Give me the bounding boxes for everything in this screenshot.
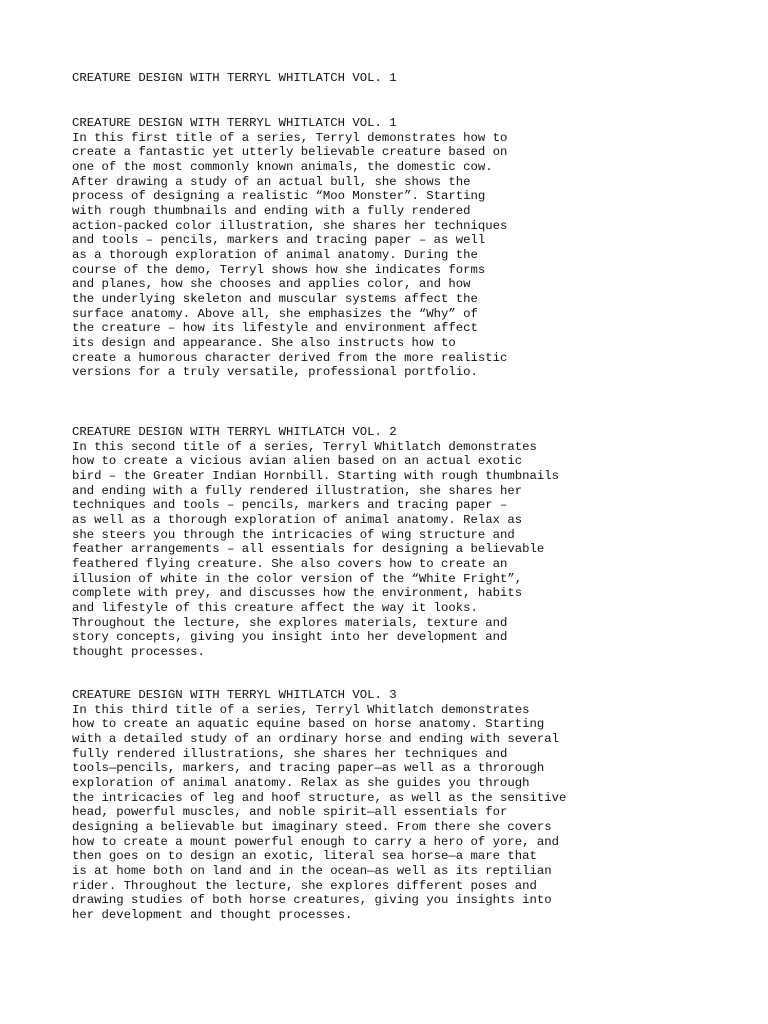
section-vol-1 — [72, 116, 762, 380]
paragraph-line: surface anatomy. Above all, she emphasizes the “Why” of — [72, 306, 478, 321]
paragraph-line: drawing studies of both horse creatures, giving you insights into — [72, 893, 552, 908]
paragraph-line: and lifestyle of this creature affect the way it looks. — [72, 600, 478, 615]
paragraph-line: the underlying skeleton and muscular systems affect the — [72, 291, 478, 306]
paragraph-line: action-packed color illustration, she shares her techniques — [72, 218, 508, 233]
document-title: CREATURE DESIGN WITH TERRYL WHITLATCH VOL. 1 — [72, 71, 397, 85]
paragraph-line: the creature – how its lifestyle and environment affect — [72, 321, 478, 336]
section-heading: CREATURE DESIGN WITH TERRYL WHITLATCH VOL. 1 — [72, 116, 397, 130]
paragraph-line: fully rendered illustrations, she shares her techniques and — [72, 746, 508, 761]
section-vol-2 — [72, 425, 762, 660]
paragraph-line: In this second title of a series, Terryl Whitlatch demonstrates — [72, 439, 537, 454]
paragraph-line: In this first title of a series, Terryl demonstrates how to — [72, 130, 508, 145]
paragraph-line: In this third title of a series, Terryl Whitlatch demonstrates — [72, 702, 530, 717]
paragraph-line: rider. Throughout the lecture, she explores different poses and — [72, 878, 537, 893]
paragraph-line: story concepts, giving you insight into her development and — [72, 630, 508, 645]
paragraph-line: process of designing a realistic “Moo Monster”. Starting — [72, 189, 486, 204]
paragraph-line: tools—pencils, markers, and tracing paper—as well as a throrough — [72, 761, 545, 776]
paragraph-line: exploration of animal anatomy. Relax as she guides you through — [72, 775, 530, 790]
paragraph-line: then goes on to design an exotic, literal sea horse—a mare that — [72, 849, 537, 864]
paragraph-line: with rough thumbnails and ending with a fully rendered — [72, 203, 471, 218]
paragraph-line: illusion of white in the color version of the “White Fright”, — [72, 571, 523, 586]
paragraph-line: bird – the Greater Indian Hornbill. Starting with rough thumbnails — [72, 468, 560, 483]
paragraph-line: as a thorough exploration of animal anatomy. During the — [72, 247, 478, 262]
paragraph-line: create a fantastic yet utterly believable creature based on — [72, 145, 508, 160]
section-vol-3 — [72, 688, 762, 923]
section-heading: CREATURE DESIGN WITH TERRYL WHITLATCH VOL. 3 — [72, 688, 397, 702]
paragraph-line: create a humorous character derived from the more realistic — [72, 350, 508, 365]
paragraph-line: complete with prey, and discusses how the environment, habits — [72, 586, 523, 601]
paragraph-line: and ending with a fully rendered illustration, she shares her — [72, 483, 523, 498]
paragraph-line: thought processes. — [72, 644, 205, 659]
paragraph-line: Throughout the lecture, she explores materials, texture and — [72, 615, 508, 630]
paragraph-line: is at home both on land and in the ocean—as well as its reptilian — [72, 863, 552, 878]
paragraph-line: and planes, how she chooses and applies color, and how — [72, 277, 471, 292]
paragraph-line: and tools – pencils, markers and tracing paper – as well — [72, 233, 486, 248]
section-heading: CREATURE DESIGN WITH TERRYL WHITLATCH VOL. 2 — [72, 425, 397, 439]
paragraph-line: its design and appearance. She also instructs how to — [72, 335, 456, 350]
paragraph-line: her development and thought processes. — [72, 907, 353, 922]
paragraph-line: head, powerful muscles, and noble spirit—all essentials for — [72, 805, 508, 820]
paragraph-line: how to create a vicious avian alien based on an actual exotic — [72, 454, 523, 469]
paragraph-line: techniques and tools – pencils, markers and tracing paper – — [72, 498, 508, 513]
paragraph-line: as well as a thorough exploration of animal anatomy. Relax as — [72, 512, 523, 527]
paragraph-line: designing a believable but imaginary steed. From there she covers — [72, 819, 552, 834]
paragraph-line: course of the demo, Terryl shows how she indicates forms — [72, 262, 486, 277]
paragraph-line: After drawing a study of an actual bull, she shows the — [72, 174, 471, 189]
paragraph-line: feathered flying creature. She also covers how to create an — [72, 556, 508, 571]
paragraph-line: how to create an aquatic equine based on horse anatomy. Starting — [72, 717, 545, 732]
paragraph-line: with a detailed study of an ordinary horse and ending with several — [72, 731, 560, 746]
paragraph-line: she steers you through the intricacies of wing structure and — [72, 527, 515, 542]
paragraph-line: how to create a mount powerful enough to carry a hero of yore, and — [72, 834, 560, 849]
paragraph-line: versions for a truly versatile, professional portfolio. — [72, 365, 478, 380]
paragraph-line: one of the most commonly known animals, the domestic cow. — [72, 159, 493, 174]
paragraph-line: feather arrangements – all essentials for designing a believable — [72, 542, 545, 557]
paragraph-line: the intricacies of leg and hoof structure, as well as the sensitive — [72, 790, 567, 805]
